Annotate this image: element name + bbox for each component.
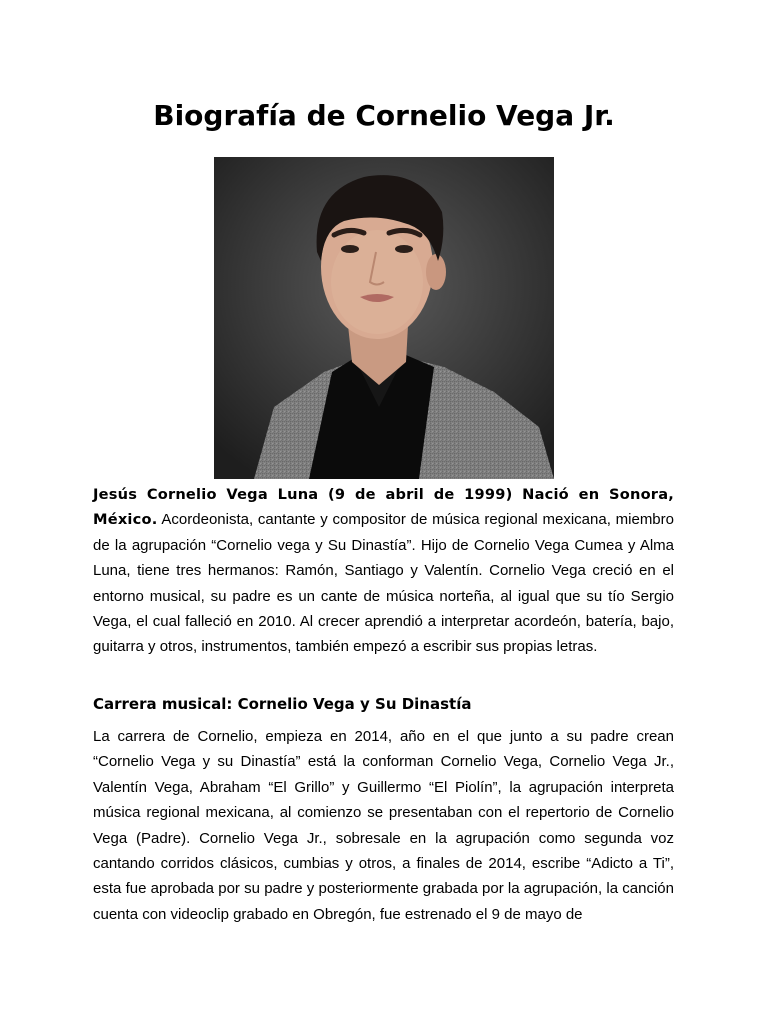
portrait-photo <box>214 157 554 479</box>
intro-body: Acordeonista, cantante y compositor de música regional mexicana, miembro de la agrupación “Cornelio vega y Su Dinastía”. Hijo de Cornelio Vega Cumea y Alma Luna, tiene tres hermanos: Ramón, Santiago y Valentín. Cornelio Vega creció en el entorno musical, su padre es un cante de música norteña, al igual que su tío Sergio Vega, el cual falleció en 2010. Al crecer aprendió a interpretar acordeón, batería, bajo, guitarra y otros, instrumentos, también empezó a escribir sus propias letras. <box>93 511 674 656</box>
career-paragraph: La carrera de Cornelio, empieza en 2014, año en el que junto a su padre crean “Cornelio Vega y su Dinastía” está la conforman Cornelio Vega, Cornelio Vega Jr., Valentín Vega, Abraham “El Grillo” y Guillermo “El Piolín”, la agrupación interpreta música regional mexicana, al comienzo se presentaban con el repertorio de Cornelio Vega (Padre). Cornelio Vega Jr., sobresale en la agrupación como segunda voz cantando corridos clásicos, cumbias y otros, a finales de 2014, escribe “Adicto a Ti”, esta fue aprobada por su padre y posteriormente grabada por la agrupación, la canción cuenta con videoclip grabado en Obregón, fue estrenado el 9 de mayo de <box>93 728 674 923</box>
page-title: Biografía de Cornelio Vega Jr. <box>153 99 615 132</box>
section-heading: Carrera musical: Cornelio Vega y Su Dinastía <box>93 695 472 713</box>
intro-lead: Jesús Cornelio Vega Luna (9 de abril de 1999) Nació en Sonora, México. <box>93 486 674 529</box>
intro-paragraph <box>93 482 674 660</box>
